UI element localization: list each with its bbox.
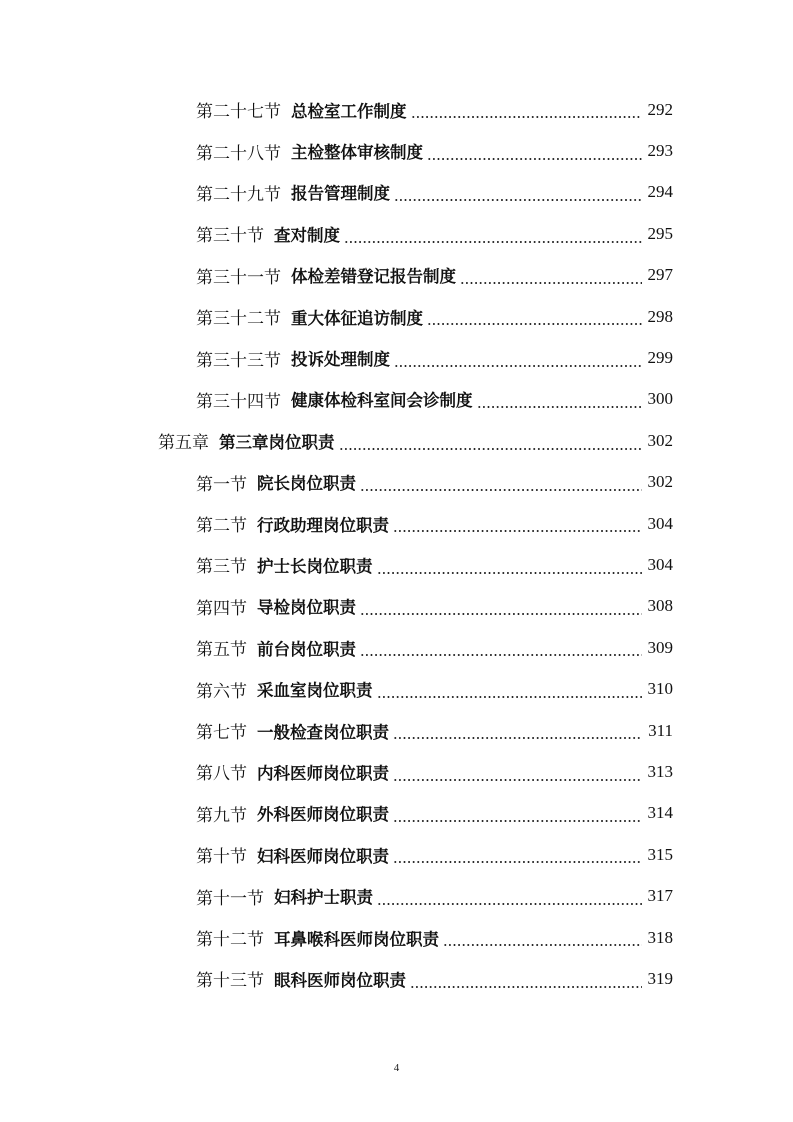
toc-entry-line	[196, 958, 673, 999]
toc-entry-line	[196, 751, 673, 792]
toc-entry-number: 第二十九节	[196, 184, 281, 205]
toc-entry-page: 311	[648, 720, 673, 740]
toc-entry-page: 319	[647, 968, 673, 988]
toc-entry-line	[196, 710, 673, 751]
toc-section-entry[interactable]	[0, 462, 793, 503]
toc-entry-line	[196, 89, 673, 130]
dot-leader	[460, 282, 642, 284]
toc-entry-number: 第九节	[196, 805, 247, 826]
toc-entry-number: 第十一节	[196, 888, 264, 909]
toc-entry-page: 294	[647, 182, 673, 202]
toc-entry-number: 第四节	[196, 598, 247, 619]
toc-entry-number: 第三节	[196, 557, 247, 578]
dot-leader	[377, 696, 643, 698]
toc-entry-title: 耳鼻喉科医师岗位职责	[274, 929, 439, 949]
toc-entry-line	[196, 337, 673, 378]
toc-entry-page: 310	[647, 679, 673, 699]
toc-entry-number: 第八节	[196, 764, 247, 785]
toc-entry-number: 第六节	[196, 681, 247, 702]
toc-entry-line	[196, 296, 673, 337]
toc-entry-title: 眼科医师岗位职责	[274, 970, 406, 990]
toc-entry-title: 采血室岗位职责	[257, 681, 373, 701]
toc-section-entry[interactable]	[0, 89, 793, 130]
toc-section-entry[interactable]	[0, 710, 793, 751]
dot-leader	[360, 613, 642, 615]
toc-section-entry[interactable]	[0, 834, 793, 875]
dot-leader	[443, 944, 642, 946]
toc-entry-number: 第三十二节	[196, 309, 281, 330]
toc-entry-page: 302	[647, 430, 673, 450]
page-number: 4	[393, 1062, 400, 1074]
toc-entry-line	[196, 255, 673, 296]
toc-entry-title: 外科医师岗位职责	[257, 805, 389, 825]
toc-entry-title: 体检差错登记报告制度	[291, 267, 456, 287]
toc-section-entry[interactable]	[0, 544, 793, 585]
toc-entry-number: 第二节	[196, 516, 247, 537]
dot-leader	[393, 779, 642, 781]
toc-entry-line	[158, 420, 673, 461]
toc-entry-line	[196, 213, 673, 254]
toc-entry-title: 护士长岗位职责	[257, 556, 373, 576]
toc-entry-page: 309	[647, 637, 673, 657]
toc-section-entry[interactable]	[0, 337, 793, 378]
dot-leader	[393, 737, 642, 739]
toc-section-entry[interactable]	[0, 958, 793, 999]
toc-entry-page: 295	[647, 223, 673, 243]
toc-entry-number: 第三十四节	[196, 391, 281, 412]
toc-entry-title: 报告管理制度	[291, 184, 390, 204]
toc-entry-number: 第三十三节	[196, 350, 281, 371]
toc-entry-title: 行政助理岗位职责	[257, 515, 389, 535]
toc-entry-number: 第十三节	[196, 971, 264, 992]
toc-entry-title: 妇科医师岗位职责	[257, 846, 389, 866]
toc-entry-number: 第七节	[196, 723, 247, 744]
toc-entry-line	[196, 627, 673, 668]
toc-section-entry[interactable]	[0, 751, 793, 792]
dot-leader	[393, 530, 642, 532]
toc-entry-title: 前台岗位职责	[257, 639, 356, 659]
toc-entry-page: 304	[647, 513, 673, 533]
toc-entry-page: 302	[647, 472, 673, 492]
toc-section-entry[interactable]	[0, 213, 793, 254]
toc-entry-line	[196, 834, 673, 875]
toc-entry-title: 内科医师岗位职责	[257, 763, 389, 783]
toc-section-entry[interactable]	[0, 917, 793, 958]
toc-section-entry[interactable]	[0, 255, 793, 296]
toc-section-entry[interactable]	[0, 586, 793, 627]
toc-entry-title: 第三章岗位职责	[219, 432, 335, 452]
dot-leader	[411, 116, 643, 118]
toc-entry-page: 292	[647, 99, 673, 119]
table-of-contents	[0, 89, 793, 1000]
toc-entry-line	[196, 586, 673, 627]
toc-entry-number: 第五章	[158, 433, 209, 454]
toc-section-entry[interactable]	[0, 627, 793, 668]
toc-entry-line	[196, 130, 673, 171]
toc-entry-number: 第十节	[196, 847, 247, 868]
dot-leader	[339, 448, 643, 450]
toc-entry-title: 主检整体审核制度	[291, 143, 423, 163]
toc-entry-number: 第二十七节	[196, 102, 281, 123]
toc-section-entry[interactable]	[0, 793, 793, 834]
toc-entry-page: 293	[647, 141, 673, 161]
toc-entry-line	[196, 917, 673, 958]
toc-section-entry[interactable]	[0, 875, 793, 916]
toc-chapter-entry[interactable]	[0, 420, 793, 461]
dot-leader	[394, 199, 642, 201]
toc-entry-title: 重大体征追访制度	[291, 308, 423, 328]
toc-entry-line	[196, 172, 673, 213]
toc-section-entry[interactable]	[0, 668, 793, 709]
dot-leader	[344, 241, 642, 243]
toc-entry-page: 297	[647, 265, 673, 285]
dot-leader	[393, 861, 642, 863]
toc-entry-line	[196, 875, 673, 916]
toc-entry-page: 299	[647, 348, 673, 368]
toc-entry-title: 总检室工作制度	[291, 101, 407, 121]
toc-entry-page: 308	[647, 596, 673, 616]
dot-leader	[377, 903, 642, 905]
toc-entry-title: 院长岗位职责	[257, 474, 356, 494]
toc-entry-title: 妇科护士职责	[274, 888, 373, 908]
toc-entry-page: 304	[647, 554, 673, 574]
toc-entry-title: 导检岗位职责	[257, 598, 356, 618]
toc-section-entry[interactable]	[0, 130, 793, 171]
toc-entry-number: 第十二节	[196, 930, 264, 950]
toc-entry-line	[196, 668, 673, 709]
toc-section-entry[interactable]	[0, 379, 793, 420]
toc-entry-title: 健康体检科室间会诊制度	[291, 391, 473, 411]
toc-entry-page: 315	[647, 844, 673, 864]
toc-entry-number: 第一节	[196, 474, 247, 495]
dot-leader	[360, 654, 642, 656]
dot-leader	[427, 323, 642, 325]
dot-leader	[427, 158, 642, 160]
toc-entry-line	[196, 462, 673, 503]
toc-section-entry[interactable]	[0, 296, 793, 337]
dot-leader	[377, 572, 643, 574]
toc-section-entry[interactable]	[0, 503, 793, 544]
toc-entry-number: 第三十一节	[196, 267, 281, 288]
dot-leader	[477, 406, 643, 408]
dot-leader	[394, 365, 642, 367]
toc-entry-page: 313	[647, 761, 673, 781]
toc-entry-page: 298	[647, 306, 673, 326]
dot-leader	[360, 489, 642, 491]
toc-entry-title: 一般检查岗位职责	[257, 722, 389, 742]
toc-entry-line	[196, 379, 673, 420]
toc-entry-number: 第五节	[196, 640, 247, 661]
toc-entry-line	[196, 544, 673, 585]
dot-leader	[393, 820, 642, 822]
toc-entry-number: 第三十节	[196, 226, 264, 247]
toc-entry-page: 314	[647, 803, 673, 823]
toc-section-entry[interactable]	[0, 172, 793, 213]
toc-entry-page: 318	[647, 927, 673, 947]
toc-entry-line	[196, 793, 673, 834]
dot-leader	[410, 986, 642, 988]
toc-entry-page: 300	[647, 389, 673, 409]
toc-entry-page: 317	[647, 886, 673, 906]
toc-entry-number: 第二十八节	[196, 143, 281, 164]
toc-entry-title: 查对制度	[274, 225, 340, 245]
toc-entry-line	[196, 503, 673, 544]
toc-entry-title: 投诉处理制度	[291, 350, 390, 370]
